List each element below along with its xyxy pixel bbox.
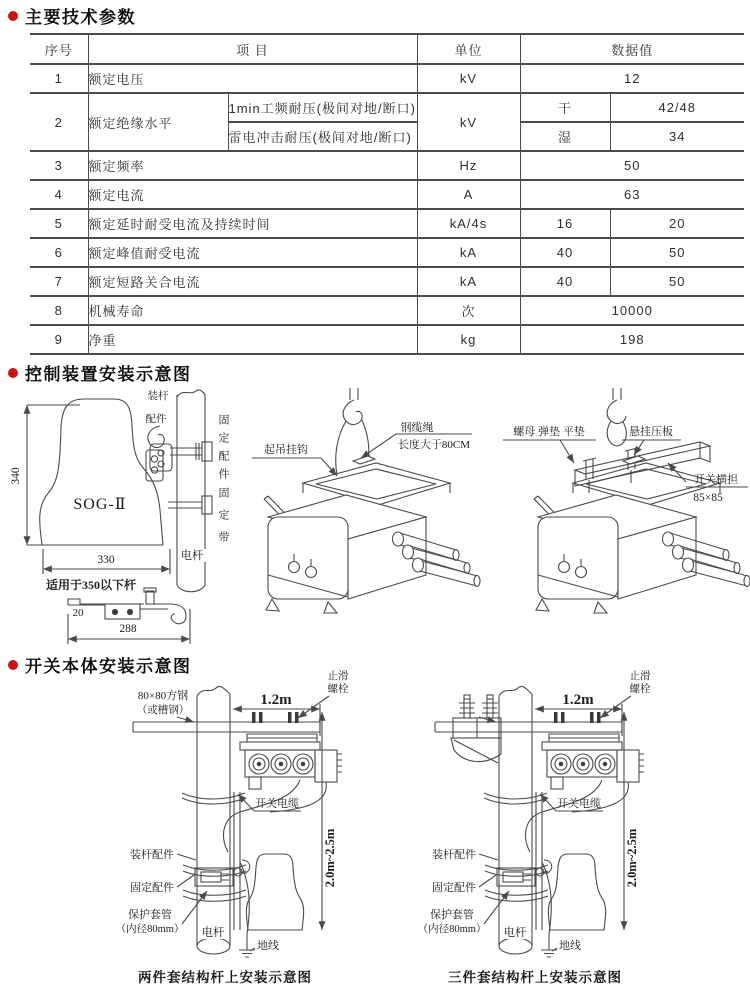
cell-no: 8 — [30, 296, 88, 325]
extra-insulator-unit — [451, 695, 501, 763]
pole-fitting-label: 装杆配件 — [130, 849, 174, 861]
fix-band-label: 固定带 — [217, 487, 229, 553]
cell-unit: kg — [417, 325, 520, 354]
table-row — [30, 64, 744, 93]
dim-330: 330 — [97, 554, 115, 566]
cell-wet-label: 湿 — [520, 122, 610, 151]
crossarm-label: 开关横担 — [694, 474, 738, 486]
cell-dry-label: 干 — [520, 93, 610, 122]
table-row — [30, 151, 744, 180]
section-title-text: 主要技术参数 — [25, 8, 136, 27]
cell-unit: kA — [417, 267, 520, 296]
sleeve-label-line2: （内径80mm） — [115, 924, 185, 935]
table-row — [30, 93, 744, 122]
control-box-drawing — [27, 390, 212, 644]
fix-fitting-label: 固定配件 — [217, 414, 229, 486]
cell-item: 额定电流 — [88, 180, 417, 209]
cell-unit: kA — [417, 238, 520, 267]
switch-install-figure — [0, 662, 750, 964]
cell-unit: kV — [417, 93, 520, 151]
dim-20: 20 — [72, 607, 84, 619]
table-row — [30, 238, 744, 267]
antislip-bolt-label-line1: 止滑 — [327, 671, 349, 682]
switch-cable-label: 开关电缆 — [255, 798, 299, 810]
cell-subitem: 雷电冲击耐压(极间对地/断口) — [228, 122, 417, 151]
cell-no: 1 — [30, 64, 88, 93]
cell-no: 9 — [30, 325, 88, 354]
col-header-value: 数据值 — [520, 34, 744, 64]
cell-value-1: 16 — [520, 209, 610, 238]
col-header-item: 项 目 — [88, 34, 417, 64]
pole-note-label: 适用于350以下杆 — [45, 578, 137, 592]
cell-no: 5 — [30, 209, 88, 238]
span-dim-label: 1.2m — [260, 692, 292, 708]
cell-item: 额定峰值耐受电流 — [88, 238, 417, 267]
antislip-bolt-label-line2: 螺栓 — [629, 684, 651, 695]
hang-plate-label: 悬挂压板 — [629, 426, 673, 438]
caption-three-piece: 三件套结构杆上安装示意图 — [448, 970, 622, 985]
table-row — [30, 180, 744, 209]
cell-unit: Hz — [417, 151, 520, 180]
table-row — [30, 296, 744, 325]
col-header-unit: 单位 — [417, 34, 520, 64]
sleeve-label-line1: 保护套管 — [430, 909, 474, 921]
cell-value: 63 — [520, 180, 744, 209]
table-row — [30, 325, 744, 354]
red-bullet-icon — [8, 368, 18, 378]
cell-unit: 次 — [417, 296, 520, 325]
cell-item: 机械寿命 — [88, 296, 417, 325]
cell-item: 额定绝缘水平 — [88, 93, 228, 151]
cell-value: 198 — [520, 325, 744, 354]
table-header-row — [30, 34, 744, 64]
cell-item: 净重 — [88, 325, 417, 354]
cell-value: 10000 — [520, 296, 744, 325]
cell-wet-value: 34 — [610, 122, 744, 151]
ground-wire-label: 地线 — [559, 940, 581, 952]
cell-no: 4 — [30, 180, 88, 209]
dim-288: 288 — [119, 623, 137, 635]
span-dim-label: 1.2m — [562, 692, 594, 708]
cell-value: 12 — [520, 64, 744, 93]
cell-item: 额定频率 — [88, 151, 417, 180]
section-title-control-install — [8, 360, 192, 385]
sleeve-label-line2: （内径80mm） — [417, 924, 487, 935]
pole-label: 电杆 — [180, 550, 204, 562]
cell-no: 7 — [30, 267, 88, 296]
table-row — [30, 209, 744, 238]
antislip-bolt-label-line2: 螺栓 — [327, 684, 349, 695]
col-header-no: 序号 — [30, 34, 88, 64]
pole-label: 电杆 — [503, 927, 527, 939]
cell-item: 额定短路关合电流 — [88, 267, 417, 296]
cell-value-2: 50 — [610, 238, 744, 267]
crossarm-size-label: 85×85 — [693, 492, 723, 504]
antislip-bolt-label-line1: 止滑 — [629, 671, 651, 682]
sleeve-label-line1: 保护套管 — [128, 909, 172, 921]
cell-subitem: 1min工频耐压(极间对地/断口) — [228, 93, 417, 122]
caption-two-piece: 两件套结构杆上安装示意图 — [138, 970, 312, 985]
sog-model-label: SOG-Ⅱ — [73, 496, 127, 513]
red-bullet-icon — [8, 11, 18, 21]
height-range-label: 2.0m~2.5m — [625, 828, 639, 888]
section-title-parameters — [8, 3, 136, 28]
cell-no: 3 — [30, 151, 88, 180]
cell-value-2: 50 — [610, 267, 744, 296]
control-install-figure — [0, 388, 750, 650]
fix-fitting-label: 固定配件 — [130, 882, 174, 894]
cell-item: 额定电压 — [88, 64, 417, 93]
pole-fitting-label-line1: 装杆 — [147, 391, 169, 402]
cell-dry-value: 42/48 — [610, 93, 744, 122]
height-range-label: 2.0m~2.5m — [323, 828, 337, 888]
cell-unit: A — [417, 180, 520, 209]
fix-fitting-label: 固定配件 — [432, 882, 476, 894]
two-piece-diagram-labels — [116, 669, 349, 952]
cable-label-line1: 钢缆绳 — [400, 422, 434, 434]
cell-value: 50 — [520, 151, 744, 180]
cell-value-1: 40 — [520, 238, 610, 267]
ground-wire-label: 地线 — [257, 940, 279, 952]
three-piece-diagram-labels — [418, 669, 651, 952]
cell-value-2: 20 — [610, 209, 744, 238]
cell-no: 6 — [30, 238, 88, 267]
pole-label: 电杆 — [201, 927, 225, 939]
pole-fitting-label: 装杆配件 — [432, 849, 476, 861]
parameters-table — [30, 33, 744, 355]
cell-value-1: 40 — [520, 267, 610, 296]
table-row — [30, 267, 744, 296]
lift-hook-label: 起吊挂钩 — [264, 444, 308, 456]
pole-fitting-label-line2: 配件 — [145, 414, 167, 425]
cell-unit: kA/4s — [417, 209, 520, 238]
section-title-text: 控制装置安装示意图 — [25, 365, 192, 384]
square-steel-label-line1: 80×80方钢 — [137, 690, 189, 702]
cell-unit: kV — [417, 64, 520, 93]
cell-item: 额定延时耐受电流及持续时间 — [88, 209, 417, 238]
dim-340: 340 — [10, 467, 22, 485]
cell-no: 2 — [30, 93, 88, 151]
square-steel-label-line2: （或槽钢） — [136, 705, 190, 716]
section-title-text: 开关本体安装示意图 — [25, 657, 192, 676]
cable-label-line2: 长度大于80CM — [397, 439, 471, 451]
washers-label: 螺母 弹垫 平垫 — [513, 426, 585, 438]
switch-cable-label: 开关电缆 — [557, 798, 601, 810]
